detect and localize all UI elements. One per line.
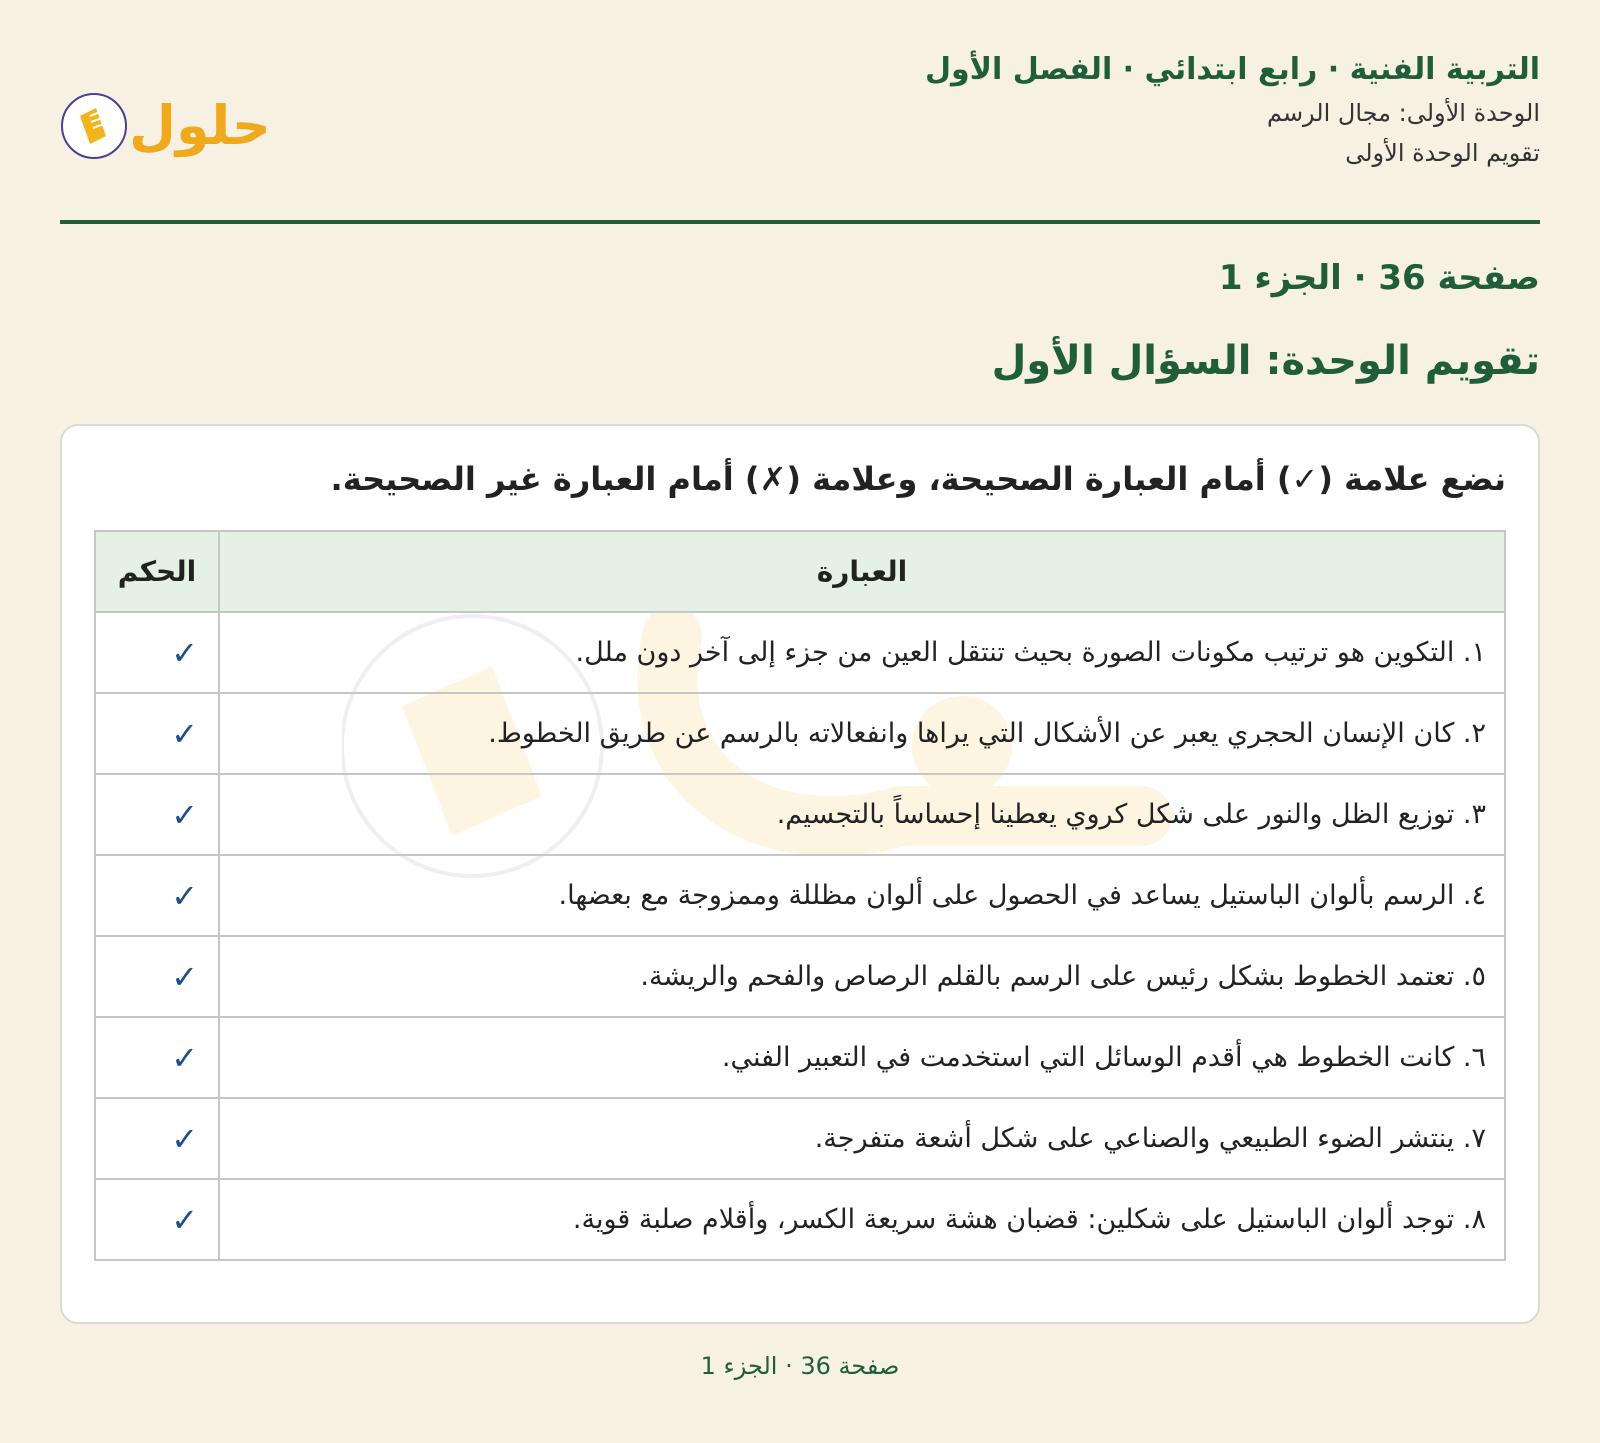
statement-cell: ١. التكوين هو ترتيب مكونات الصورة بحيث تنتقل العين من جزء إلى آخر دون ملل. (219, 612, 1505, 693)
lesson-label: تقويم الوحدة الأولى (1345, 139, 1540, 167)
page-header (60, 40, 1540, 224)
table-row (95, 1098, 1505, 1179)
verdict-cell: ✓ (95, 936, 219, 1017)
statement-cell: ٢. كان الإنسان الحجري يعبر عن الأشكال التي يراها وانفعالاته بالرسم عن طريق الخطوط. (219, 693, 1505, 774)
table-row (95, 774, 1505, 855)
verdict-cell: ✓ (95, 1098, 219, 1179)
table-row (95, 936, 1505, 1017)
statement-cell: ٦. كانت الخطوط هي أقدم الوسائل التي استخدمت في التعبير الفني. (219, 1017, 1505, 1098)
logo-text: حلول (129, 94, 271, 157)
statement-cell: ٤. الرسم بألوان الباستيل يساعد في الحصول على ألوان مظللة وممزوجة مع بعضها. (219, 855, 1505, 936)
statement-cell: ٥. تعتمد الخطوط بشكل رئيس على الرسم بالقلم الرصاص والفحم والريشة. (219, 936, 1505, 1017)
page-footer: صفحة 36 · الجزء 1 (700, 1352, 900, 1380)
statement-cell: ٣. توزيع الظل والنور على شكل كروي يعطينا إحساساً بالتجسيم. (219, 774, 1505, 855)
statement-column-header: العبارة (219, 531, 1505, 612)
verdict-cell: ✓ (95, 612, 219, 693)
question-instruction: نضع علامة (✓) أمام العبارة الصحيحة، وعلامة (✗) أمام العبارة غير الصحيحة. (330, 460, 1506, 498)
verdict-cell: ✓ (95, 855, 219, 936)
table-header-row (95, 531, 1505, 612)
table-row (95, 612, 1505, 693)
header-titles (925, 52, 1540, 179)
table-row (95, 1017, 1505, 1098)
verdict-cell: ✓ (95, 693, 219, 774)
table-row (95, 693, 1505, 774)
table-row (95, 1179, 1505, 1260)
statements-table (94, 530, 1506, 1261)
question-card (60, 424, 1540, 1324)
verdict-column-header: الحكم (95, 531, 219, 612)
page-number-label: صفحة 36 · الجزء 1 (1218, 258, 1540, 298)
course-title: التربية الفنية · رابع ابتدائي · الفصل الأول (925, 52, 1540, 87)
table-row (95, 855, 1505, 936)
verdict-cell: ✓ (95, 1017, 219, 1098)
section-title: تقويم الوحدة: السؤال الأول (991, 338, 1540, 384)
hulul-logo (60, 86, 280, 166)
unit-label: الوحدة الأولى: مجال الرسم (1266, 99, 1540, 127)
statement-cell: ٧. ينتشر الضوء الطبيعي والصناعي على شكل أشعة متفرجة. (219, 1098, 1505, 1179)
verdict-cell: ✓ (95, 1179, 219, 1260)
verdict-cell: ✓ (95, 774, 219, 855)
statement-cell: ٨. توجد ألوان الباستيل على شكلين: قضبان هشة سريعة الكسر، وأقلام صلبة قوية. (219, 1179, 1505, 1260)
